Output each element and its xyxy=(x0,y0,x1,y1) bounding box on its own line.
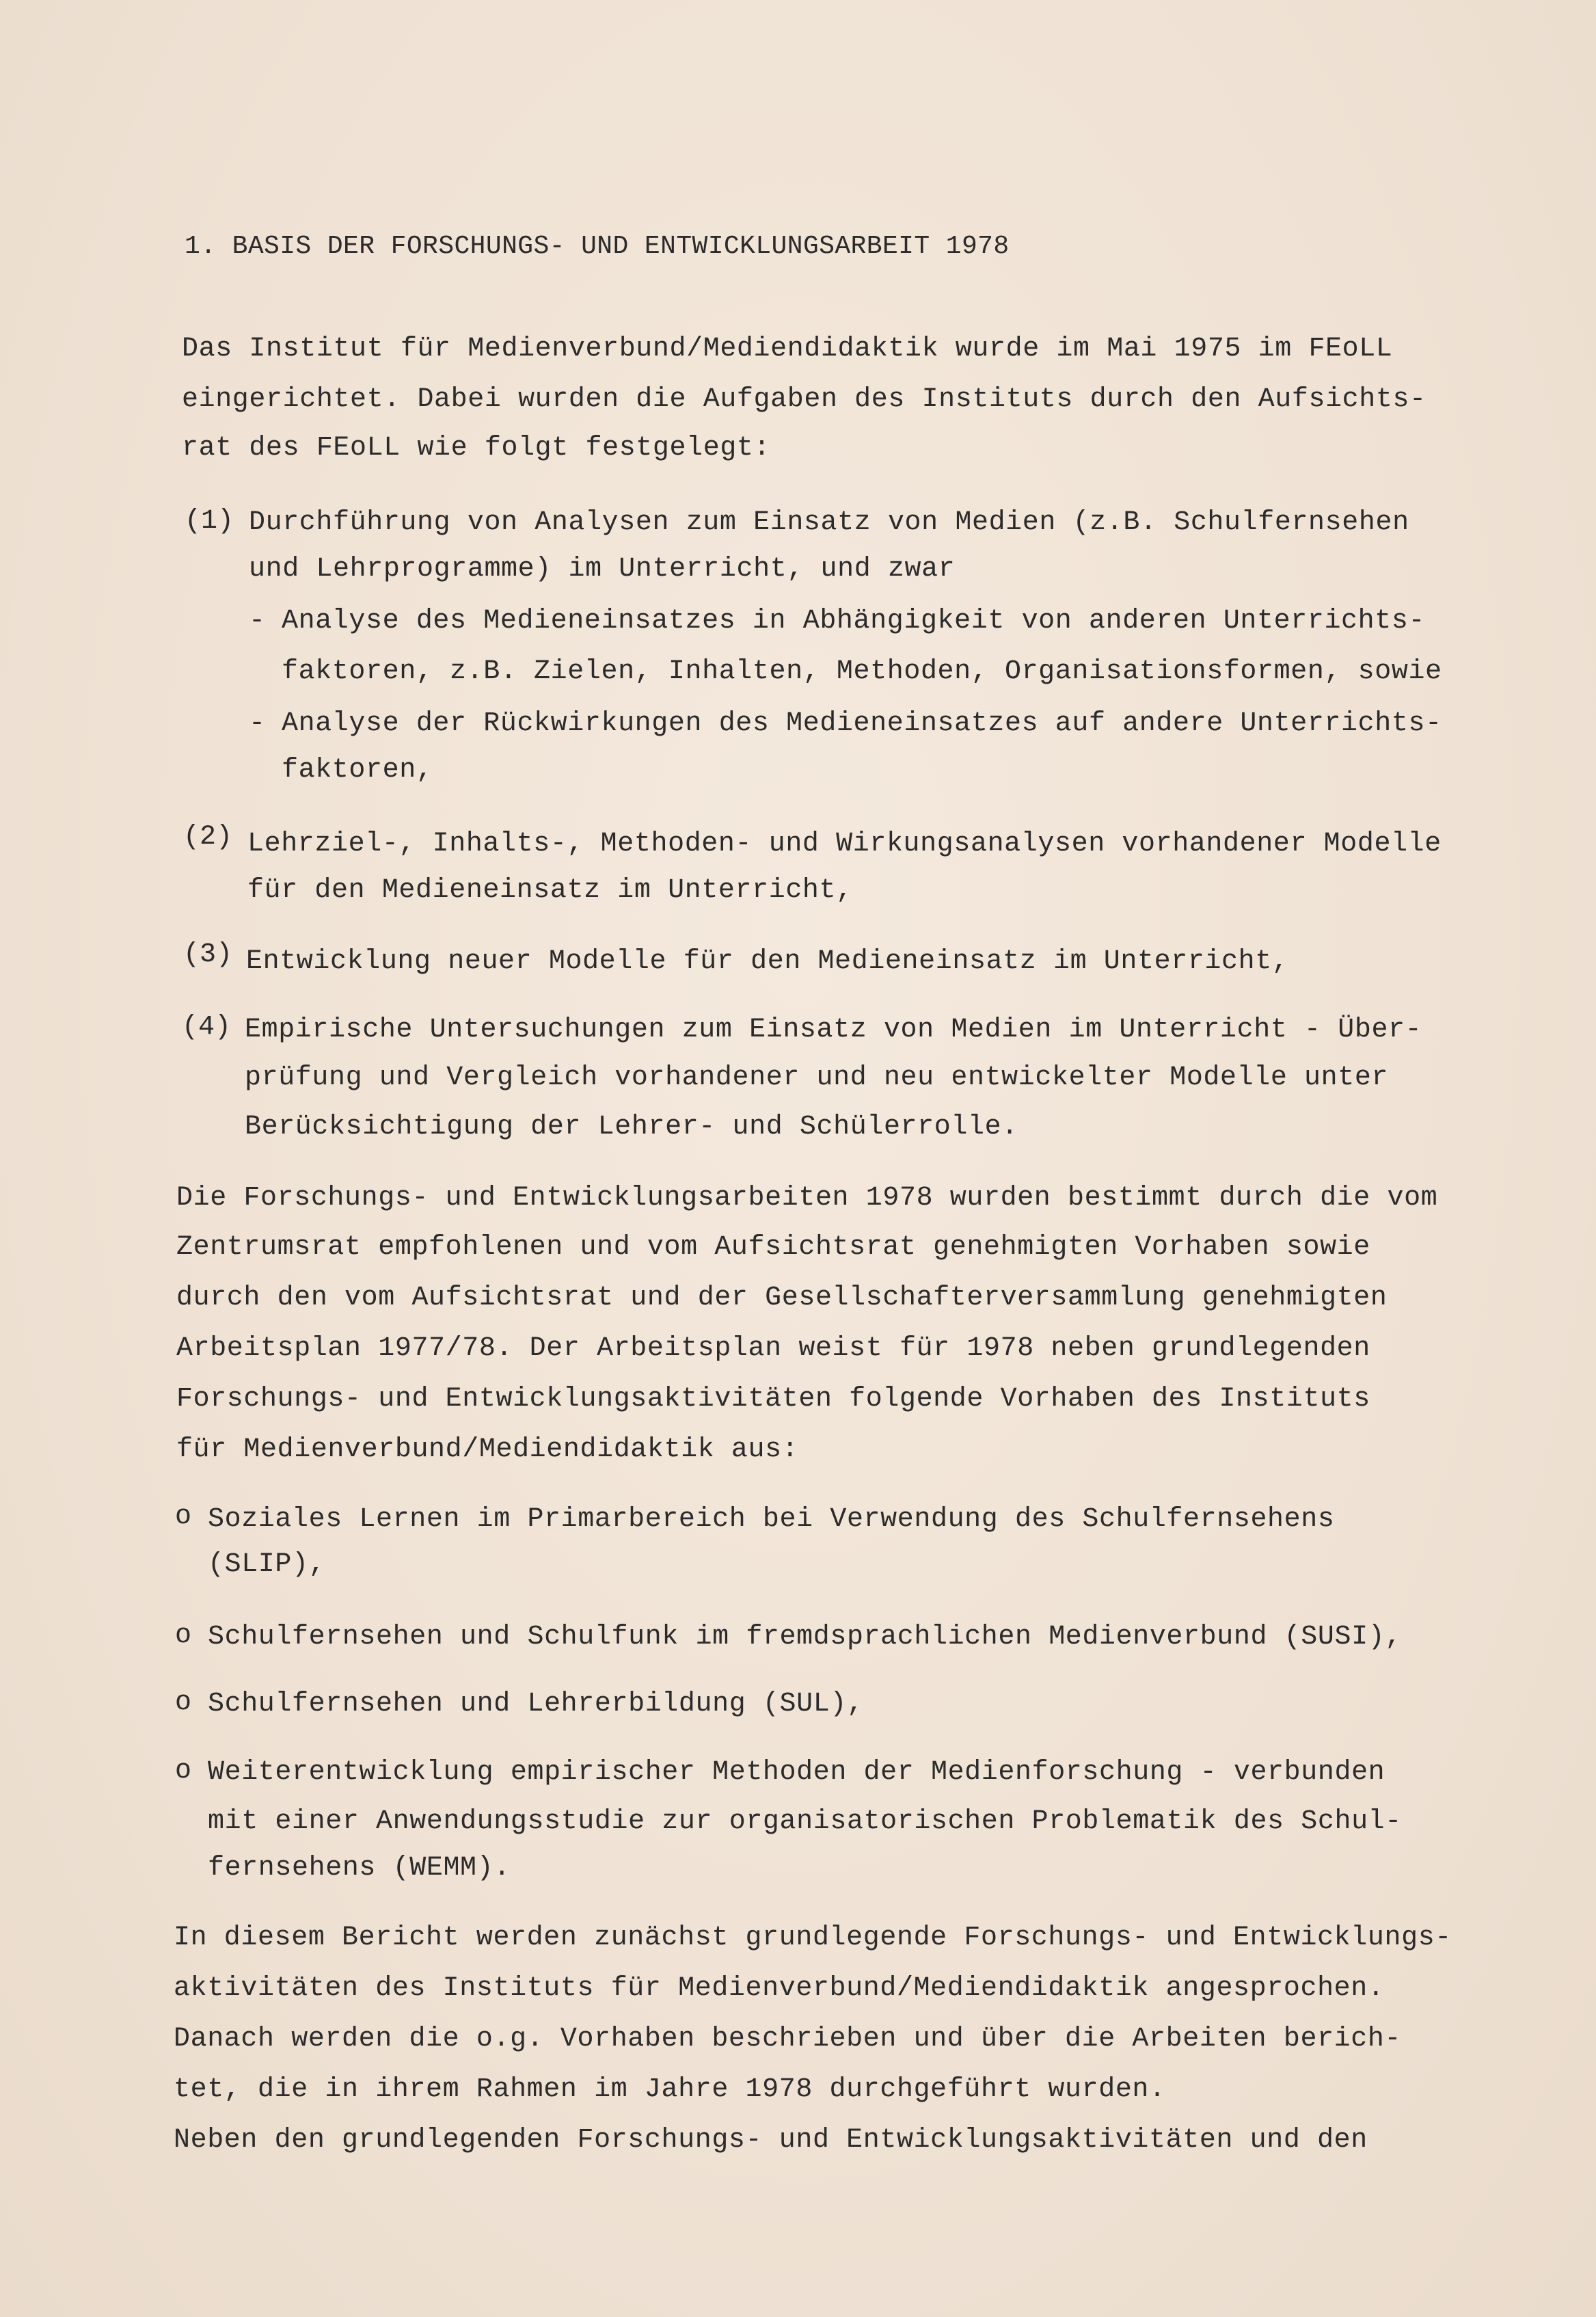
paragraph-line: Arbeitsplan 1977/78. Der Arbeitsplan weist für 1978 neben grundlegenden xyxy=(176,1333,1370,1364)
paragraph-line: Neben den grundlegenden Forschungs- und Entwicklungsaktivitäten und den xyxy=(174,2125,1368,2156)
task-line: Empirische Untersuchungen zum Einsatz von Medien im Unterricht - Über- xyxy=(245,1015,1422,1045)
task-line: für den Medieneinsatz im Unterricht, xyxy=(247,875,853,906)
task-line: Lehrziel-, Inhalts-, Methoden- und Wirkungsanalysen vorhandener Modelle xyxy=(247,829,1442,859)
task-marker: (1) xyxy=(185,506,234,537)
task-line: Entwicklung neuer Modelle für den Medieneinsatz im Unterricht, xyxy=(246,946,1289,977)
paragraph-line: Danach werden die o.g. Vorhaben beschrieben und über die Arbeiten berich- xyxy=(174,2024,1402,2054)
subitem-line: faktoren, xyxy=(282,755,433,786)
paragraph-line: Forschungs- und Entwicklungsaktivitäten folgende Vorhaben des Instituts xyxy=(176,1384,1370,1415)
project-line: Weiterentwicklung empirischer Methoden der Medienforschung - verbunden xyxy=(208,1757,1385,1788)
subitem-marker: - xyxy=(249,606,266,637)
paragraph-line: aktivitäten des Instituts für Medienverbund/Mediendidaktik angesprochen. xyxy=(174,1973,1385,2004)
project-line: mit einer Anwendungsstudie zur organisatorischen Problematik des Schul- xyxy=(208,1806,1402,1837)
paragraph-line: In diesem Bericht werden zunächst grundlegende Forschungs- und Entwicklungs- xyxy=(174,1923,1452,1953)
task-line: prüfung und Vergleich vorhandener und neu entwickelter Modelle unter xyxy=(245,1062,1389,1093)
subitem-marker: - xyxy=(249,708,266,739)
intro-line: rat des FEoLL wie folgt festgelegt: xyxy=(182,433,771,464)
intro-line: Das Institut für Medienverbund/Mediendidaktik wurde im Mai 1975 im FEoLL xyxy=(182,334,1393,364)
section-heading: 1. BASIS DER FORSCHUNGS- UND ENTWICKLUNGSARBEIT 1978 xyxy=(185,232,1010,261)
task-line: Berücksichtigung der Lehrer- und Schülerrolle. xyxy=(245,1112,1018,1142)
paragraph-line: für Medienverbund/Mediendidaktik aus: xyxy=(176,1434,799,1465)
task-marker: (4) xyxy=(182,1012,232,1043)
bullet-marker: o xyxy=(175,1501,192,1532)
bullet-marker: o xyxy=(175,1687,192,1718)
task-line: und Lehrprogramme) im Unterricht, und zwar xyxy=(249,554,956,585)
subitem-line: Analyse der Rückwirkungen des Medieneinsatzes auf andere Unterrichts- xyxy=(282,708,1442,739)
task-marker: (3) xyxy=(183,939,233,970)
project-line: Schulfernsehen und Schulfunk im fremdsprachlichen Medienverbund (SUSI), xyxy=(208,1622,1402,1652)
project-line: (SLIP), xyxy=(208,1549,326,1580)
subitem-line: Analyse des Medieneinsatzes in Abhängigkeit von anderen Unterrichts- xyxy=(282,606,1426,637)
paragraph-line: Zentrumsrat empfohlenen und vom Aufsichtsrat genehmigten Vorhaben sowie xyxy=(176,1232,1370,1263)
project-line: Schulfernsehen und Lehrerbildung (SUL), xyxy=(208,1689,864,1719)
task-marker: (2) xyxy=(183,822,233,853)
paragraph-line: Die Forschungs- und Entwicklungsarbeiten 1978 wurden bestimmt durch die vom xyxy=(176,1183,1438,1214)
project-line: fernsehens (WEMM). xyxy=(208,1853,511,1884)
paragraph-line: durch den vom Aufsichtsrat und der Gesellschafterversammlung genehmigten xyxy=(176,1283,1388,1313)
project-line: Soziales Lernen im Primarbereich bei Verwendung des Schulfernsehens xyxy=(208,1504,1335,1535)
bullet-marker: o xyxy=(175,1620,192,1651)
paragraph-line: tet, die in ihrem Rahmen im Jahre 1978 durchgeführt wurden. xyxy=(174,2074,1166,2105)
bullet-marker: o xyxy=(175,1756,192,1786)
task-line: Durchführung von Analysen zum Einsatz von Medien (z.B. Schulfernsehen xyxy=(249,507,1409,538)
intro-line: eingerichtet. Dabei wurden die Aufgaben des Instituts durch den Aufsichts- xyxy=(182,384,1426,415)
subitem-line: faktoren, z.B. Zielen, Inhalten, Methoden, Organisationsformen, sowie xyxy=(282,656,1442,687)
